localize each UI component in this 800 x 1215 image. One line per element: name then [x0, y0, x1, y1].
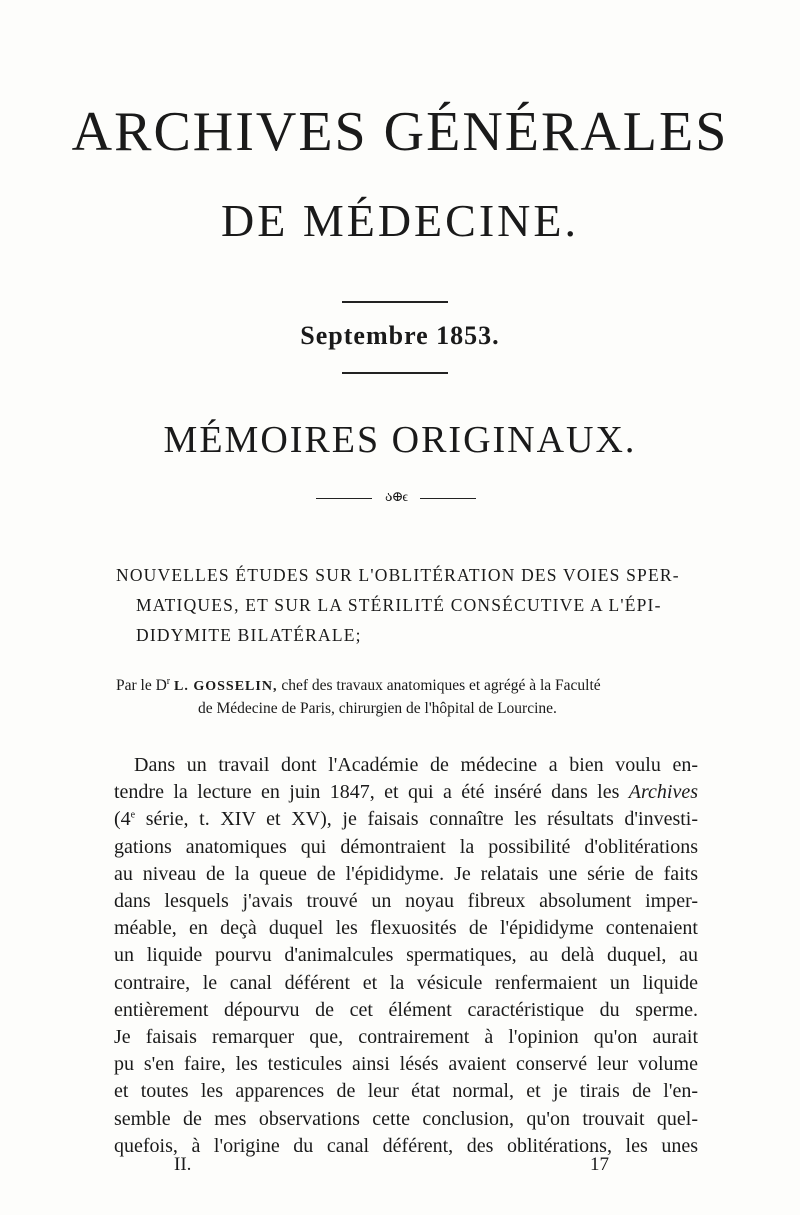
byline-title-sup: r — [166, 675, 171, 687]
body-line: un liquide pourvu d'animalcules spermatiques, au delà duquel, au — [114, 944, 698, 967]
ornament-line-right — [420, 498, 476, 499]
series-sup: e — [130, 809, 136, 821]
body-line: quefois, à l'origine du canal déférent, des oblitérations, les unes — [114, 1134, 698, 1157]
divider-rule — [342, 372, 448, 374]
issue-date: Septembre 1853. — [300, 321, 500, 350]
body-line: au niveau de la queue de l'épididyme. Je relatais une série de faits — [114, 862, 698, 885]
body-line-text: tendre la lecture en juin 1847, et qui a été inséré dans les — [114, 781, 620, 804]
article-title-line: NOUVELLES ÉTUDES SUR L'OBLITÉRATION DES VOIES SPER- — [116, 565, 680, 585]
body-line: semble de mes observations cette conclusion, qu'on trouvait quel- — [114, 1107, 698, 1130]
byline-line-1 — [116, 675, 696, 698]
body-line: Dans un travail dont l'Académie de médecine a bien voulu en- — [134, 754, 698, 776]
body-line: entièrement dépourvu de cet élément caractéristique du sperme. — [114, 998, 698, 1021]
ornament-divider — [316, 492, 476, 506]
section-title: MÉMOIRES ORIGINAUX. — [163, 419, 637, 461]
body-line — [114, 806, 698, 833]
signature-mark: II. — [174, 1154, 192, 1175]
journal-subtitle: DE MÉDECINE. — [221, 195, 579, 246]
byline-line-2: de Médecine de Paris, chirurgien de l'hôpital de Lourcine. — [198, 700, 557, 717]
page-footer — [0, 1154, 800, 1182]
divider-rule — [342, 301, 448, 303]
body-line: gations anatomiques qui démontraient la possibilité d'oblitérations — [114, 835, 698, 858]
byline — [116, 675, 696, 720]
body-line: Je faisais remarquer que, contrairement à l'opinion qu'on aurait — [114, 1026, 698, 1049]
article-title-line: MATIQUES, ET SUR LA STÉRILITÉ CONSÉCUTIVE A L'ÉPI- — [136, 595, 662, 615]
ornament-line-left — [316, 498, 372, 499]
article-title-line: DIDYMITE BILATÉRALE; — [136, 625, 362, 645]
body-line-text: série, t. XIV et XV), je faisais connaître les résultats d'investi- — [145, 808, 698, 831]
body-line: contraire, le canal déférent et la vésicule renfermaient un liquide — [114, 971, 698, 994]
journal-reference: Archives — [628, 781, 699, 804]
body-line: méable, en deçà duquel les flexuosités de l'épididyme contenaient — [114, 917, 698, 940]
article-title — [116, 560, 696, 650]
series-prefix: (4 — [114, 808, 131, 831]
body-line: pu s'en faire, les testicules ainsi lésés avaient conservé leur volume — [114, 1053, 698, 1076]
journal-title: ARCHIVES GÉNÉRALES — [71, 101, 729, 163]
author-affiliation: chef des travaux anatomiques et agrégé à la Faculté — [277, 677, 601, 694]
ornament-glyph: ა⊕ϵ — [385, 490, 407, 505]
body-line — [114, 779, 698, 806]
body-line: dans lesquels j'avais trouvé un noyau fibreux absolument imper- — [114, 890, 698, 913]
article-body — [114, 752, 698, 1160]
body-line: et toutes les apparences de leur état normal, et je tirais de l'en- — [114, 1080, 698, 1103]
page-number: 17 — [590, 1154, 609, 1175]
author-name: L. GOSSELIN, — [174, 679, 278, 694]
byline-prefix: Par le D — [116, 677, 167, 694]
